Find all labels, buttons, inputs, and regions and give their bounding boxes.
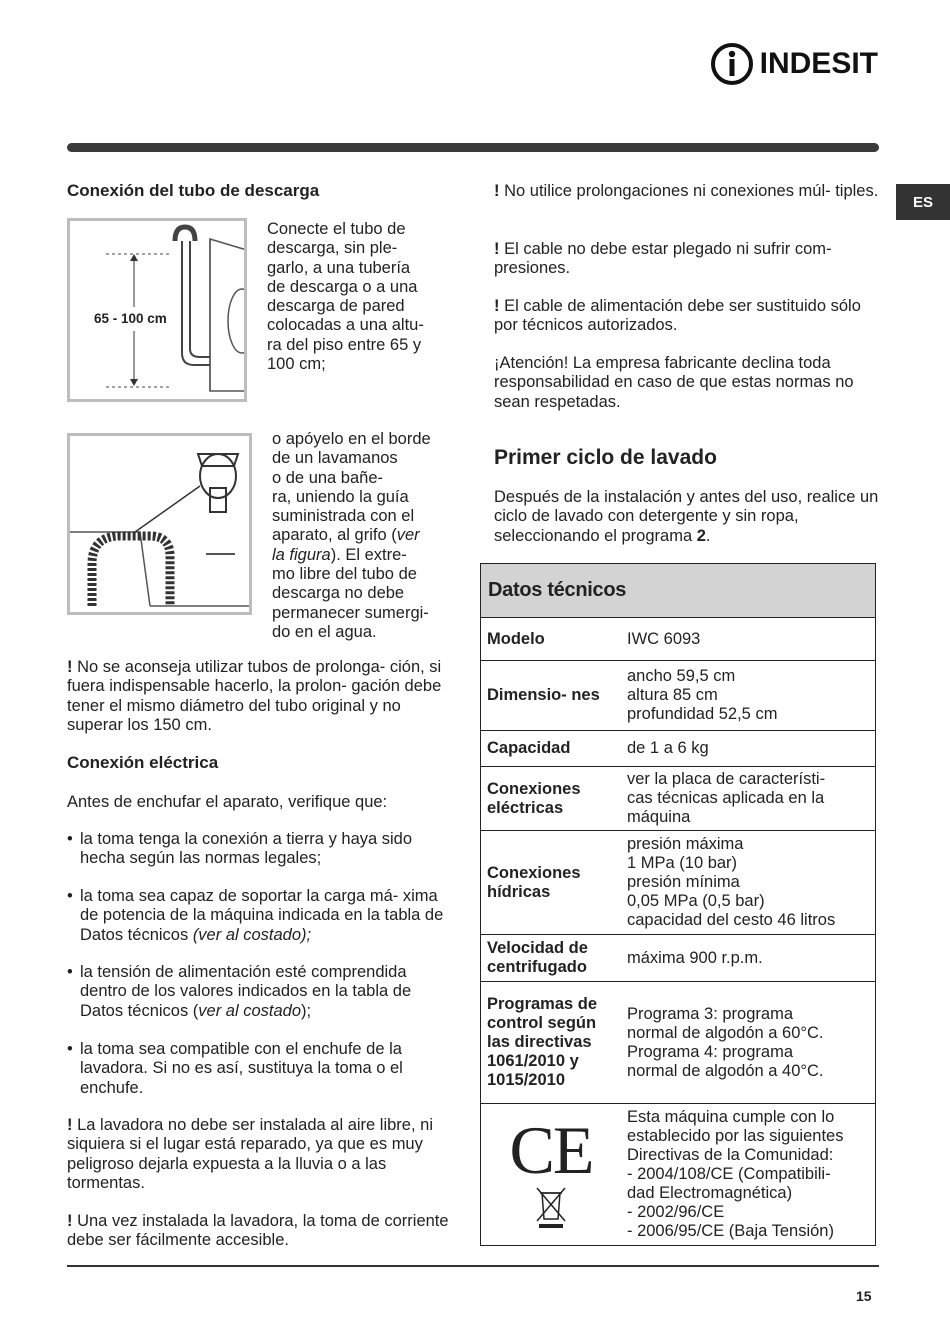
value-line: ver la placa de característi- bbox=[627, 770, 826, 788]
text-line: descarga de pared bbox=[267, 297, 405, 316]
text-line: colocadas a una altu- bbox=[267, 316, 424, 335]
italic-span: (ver al costado); bbox=[192, 925, 312, 944]
warning-mark: ! bbox=[67, 1116, 73, 1134]
electrical-intro: Antes de enchufar el aparato, verifique que: bbox=[67, 793, 388, 811]
sink-hose-icon bbox=[70, 436, 249, 612]
row-key: Conexiones eléctricas bbox=[481, 767, 622, 831]
warning-cable-bent bbox=[494, 240, 879, 279]
warning-no-extensions bbox=[494, 182, 879, 201]
text-line: o de una bañe- bbox=[272, 468, 384, 487]
row-value bbox=[621, 935, 876, 982]
warning-text: No utilice prolongaciones ni conexiones múl- tiples. bbox=[504, 182, 879, 200]
italic-span: ver al costado bbox=[198, 1001, 302, 1020]
page-number: 15 bbox=[856, 1288, 872, 1304]
ce-mark-icon: CE bbox=[509, 1112, 593, 1188]
text-line: 100 cm; bbox=[267, 355, 326, 374]
table-row bbox=[481, 618, 876, 661]
value-line: dad Electromagnética) bbox=[627, 1184, 793, 1202]
text-line: descarga, sin ple- bbox=[267, 239, 398, 258]
warning-text: El cable de alimentación debe ser sustituido sólo por técnicos autorizados. bbox=[494, 297, 861, 335]
value-line: Programa 4: programa bbox=[627, 1042, 793, 1061]
text-line: permanecer sumergi- bbox=[272, 603, 429, 622]
list-item-text: la toma tenga la conexión a tierra y haya sido hecha según las normas legales; bbox=[80, 830, 413, 868]
warning-mark: ! bbox=[67, 658, 73, 676]
drain-instructions bbox=[267, 220, 457, 374]
text-span: aparato, al grifo ( bbox=[272, 526, 397, 545]
value-line: Programa 3: programa bbox=[627, 1004, 793, 1023]
value-line: máquina bbox=[627, 808, 691, 826]
warning-mark: ! bbox=[67, 1212, 73, 1230]
warning-text: Una vez instalada la lavadora, la toma de corriente debe ser fácilmente accesible. bbox=[67, 1212, 449, 1250]
value-line: presión máxima bbox=[627, 835, 744, 853]
list-item-text: la toma sea compatible con el enchufe de la lavadora. Si no es así, sustituya la toma o el enchufe. bbox=[80, 1040, 403, 1097]
program-number: 2 bbox=[696, 526, 706, 545]
value-line: cas técnicas aplicada en la bbox=[627, 789, 825, 807]
drain-hose-wall-icon bbox=[70, 221, 244, 399]
text-line: ra, uniendo la guía bbox=[272, 487, 409, 506]
bullet-icon: • bbox=[67, 887, 73, 905]
text-line: mo libre del tubo de bbox=[272, 565, 417, 584]
text-span: ). El extre- bbox=[330, 545, 407, 564]
value-line: establecido por las siguientes bbox=[627, 1127, 844, 1145]
value-line: presión mínima bbox=[627, 873, 740, 891]
warning-extension bbox=[67, 658, 450, 735]
row-key: Programas de control según las directivas 1061/2010 y 1015/2010 bbox=[481, 982, 622, 1104]
list-item bbox=[67, 830, 450, 869]
text-line: suministrada con el bbox=[272, 507, 415, 526]
indesit-logo-icon bbox=[710, 42, 754, 86]
attention-notice: ¡Atención! La empresa fabricante declina toda responsabilidad en caso de que estas normas no sean respetadas. bbox=[494, 354, 854, 411]
bullet-icon: • bbox=[67, 1040, 73, 1058]
row-value bbox=[621, 982, 876, 1104]
section-title-first-cycle: Primer ciclo de lavado bbox=[494, 446, 717, 469]
header-divider bbox=[67, 143, 879, 152]
height-label: 65 - 100 cm bbox=[94, 311, 167, 326]
warning-socket bbox=[67, 1212, 450, 1251]
first-cycle-text bbox=[494, 488, 879, 546]
value-line: normal de algodón a 40°C. bbox=[627, 1061, 824, 1080]
italic-span: la figura bbox=[272, 545, 331, 564]
footer-divider bbox=[67, 1265, 879, 1267]
table-header bbox=[480, 563, 876, 617]
section-title-electrical: Conexión eléctrica bbox=[67, 753, 219, 772]
tech-data-table bbox=[480, 563, 876, 1246]
row-value bbox=[621, 618, 876, 661]
warning-mark: ! bbox=[494, 297, 500, 315]
italic-span: ver bbox=[396, 526, 420, 545]
sink-instructions bbox=[272, 430, 462, 642]
text-line: de descarga o a una bbox=[267, 277, 418, 296]
row-value bbox=[621, 831, 876, 935]
value-line: normal de algodón a 60°C. bbox=[627, 1023, 824, 1042]
text-line: o apóyelo en el borde bbox=[272, 430, 431, 448]
warning-text: La lavadora no debe ser instalada al aire libre, ni siquiera si el lugar está reparado, ya que es muy peligroso dejarla expuesta a la lluvia o a las tormentas. bbox=[67, 1116, 433, 1192]
warning-mark: ! bbox=[494, 182, 500, 200]
bullet-icon: • bbox=[67, 963, 73, 981]
table-row bbox=[481, 731, 876, 767]
ce-cell bbox=[481, 1104, 622, 1246]
text-span: Después de la instalación y antes del uso, realice un ciclo de lavado con detergente y sin ropa, seleccionando el programa bbox=[494, 488, 879, 545]
warning-cable-replace bbox=[494, 297, 879, 336]
sink-hose-figure bbox=[67, 433, 252, 615]
text-line bbox=[272, 546, 462, 565]
table-title: Datos técnicos bbox=[488, 579, 627, 601]
table-row bbox=[481, 1104, 876, 1246]
warning-text: No se aconseja utilizar tubos de prolonga- ción, si fuera indispensable hacerlo, la prolon- gación debe tener el mismo diámetro del tubo original y no superar los 150 cm. bbox=[67, 658, 442, 734]
text-line: garlo, a una tubería bbox=[267, 258, 411, 277]
value-line: - 2002/96/CE bbox=[627, 1203, 725, 1221]
text-line bbox=[272, 526, 462, 545]
table-row bbox=[481, 661, 876, 731]
section-title-drain: Conexión del tubo de descarga bbox=[67, 181, 320, 200]
text-line: de un lavamanos bbox=[272, 449, 398, 468]
value-line: ancho 59,5 cm bbox=[627, 667, 736, 685]
brand-name: INDESIT bbox=[759, 47, 878, 80]
row-value bbox=[621, 731, 876, 767]
brand-logo bbox=[710, 42, 878, 86]
text-line: ra del piso entre 65 y bbox=[267, 335, 422, 354]
value-line: profundidad 52,5 cm bbox=[627, 705, 778, 723]
table-row bbox=[481, 935, 876, 982]
warning-text: El cable no debe estar plegado ni sufrir com- presiones. bbox=[494, 240, 832, 278]
value-line: - 2006/95/CE (Baja Tensión) bbox=[627, 1222, 834, 1240]
list-item bbox=[67, 887, 450, 945]
warning-outdoor bbox=[67, 1116, 450, 1193]
weee-bin-icon bbox=[534, 1185, 568, 1229]
value-line: 1 MPa (10 bar) bbox=[627, 854, 738, 872]
list-item-text bbox=[80, 963, 450, 1021]
row-key: Capacidad bbox=[481, 731, 622, 767]
row-key: Velocidad de centrifugado bbox=[481, 935, 622, 982]
text-line: descarga no debe bbox=[272, 584, 405, 603]
text-span: la toma sea capaz de soportar la carga má- xima de potencia de la máquina indicada en la tabla de Datos técnicos bbox=[80, 887, 444, 944]
text-span: . bbox=[705, 526, 711, 545]
table-row bbox=[481, 767, 876, 831]
text-line: do en el agua. bbox=[272, 622, 377, 641]
value-line: Esta máquina cumple con lo bbox=[627, 1108, 835, 1126]
text-span: la tensión de alimentación esté comprendida dentro de los valores indicados en la tabla de Datos técnicos ( bbox=[80, 963, 412, 1020]
row-key: Conexiones hídricas bbox=[481, 831, 622, 935]
table-row bbox=[481, 982, 876, 1104]
list-item bbox=[67, 1040, 450, 1098]
value-line: altura 85 cm bbox=[627, 686, 718, 704]
row-key: Modelo bbox=[481, 618, 622, 661]
tech-table-body bbox=[480, 617, 876, 1246]
value-line: 0,05 MPa (0,5 bar) bbox=[627, 892, 765, 910]
warning-mark: ! bbox=[494, 240, 500, 258]
row-value bbox=[621, 767, 876, 831]
value-line: capacidad del cesto 46 litros bbox=[627, 911, 836, 929]
text-span: ); bbox=[301, 1001, 312, 1020]
value-line: - 2004/108/CE (Compatibili- bbox=[627, 1165, 831, 1183]
table-row bbox=[481, 831, 876, 935]
text-line: Conecte el tubo de bbox=[267, 220, 406, 238]
language-tab: ES bbox=[896, 184, 950, 220]
row-value bbox=[621, 661, 876, 731]
value-line: máxima 900 r.p.m. bbox=[627, 948, 763, 967]
list-item bbox=[67, 963, 450, 1021]
ce-compliance-text bbox=[621, 1104, 876, 1246]
list-item-text bbox=[80, 887, 450, 945]
value-line: IWC 6093 bbox=[627, 629, 701, 648]
row-key: Dimensio- nes bbox=[481, 661, 622, 731]
bullet-icon: • bbox=[67, 830, 73, 848]
drain-height-figure bbox=[67, 218, 247, 402]
value-line: Directivas de la Comunidad: bbox=[627, 1146, 834, 1164]
value-line: de 1 a 6 kg bbox=[627, 739, 709, 757]
